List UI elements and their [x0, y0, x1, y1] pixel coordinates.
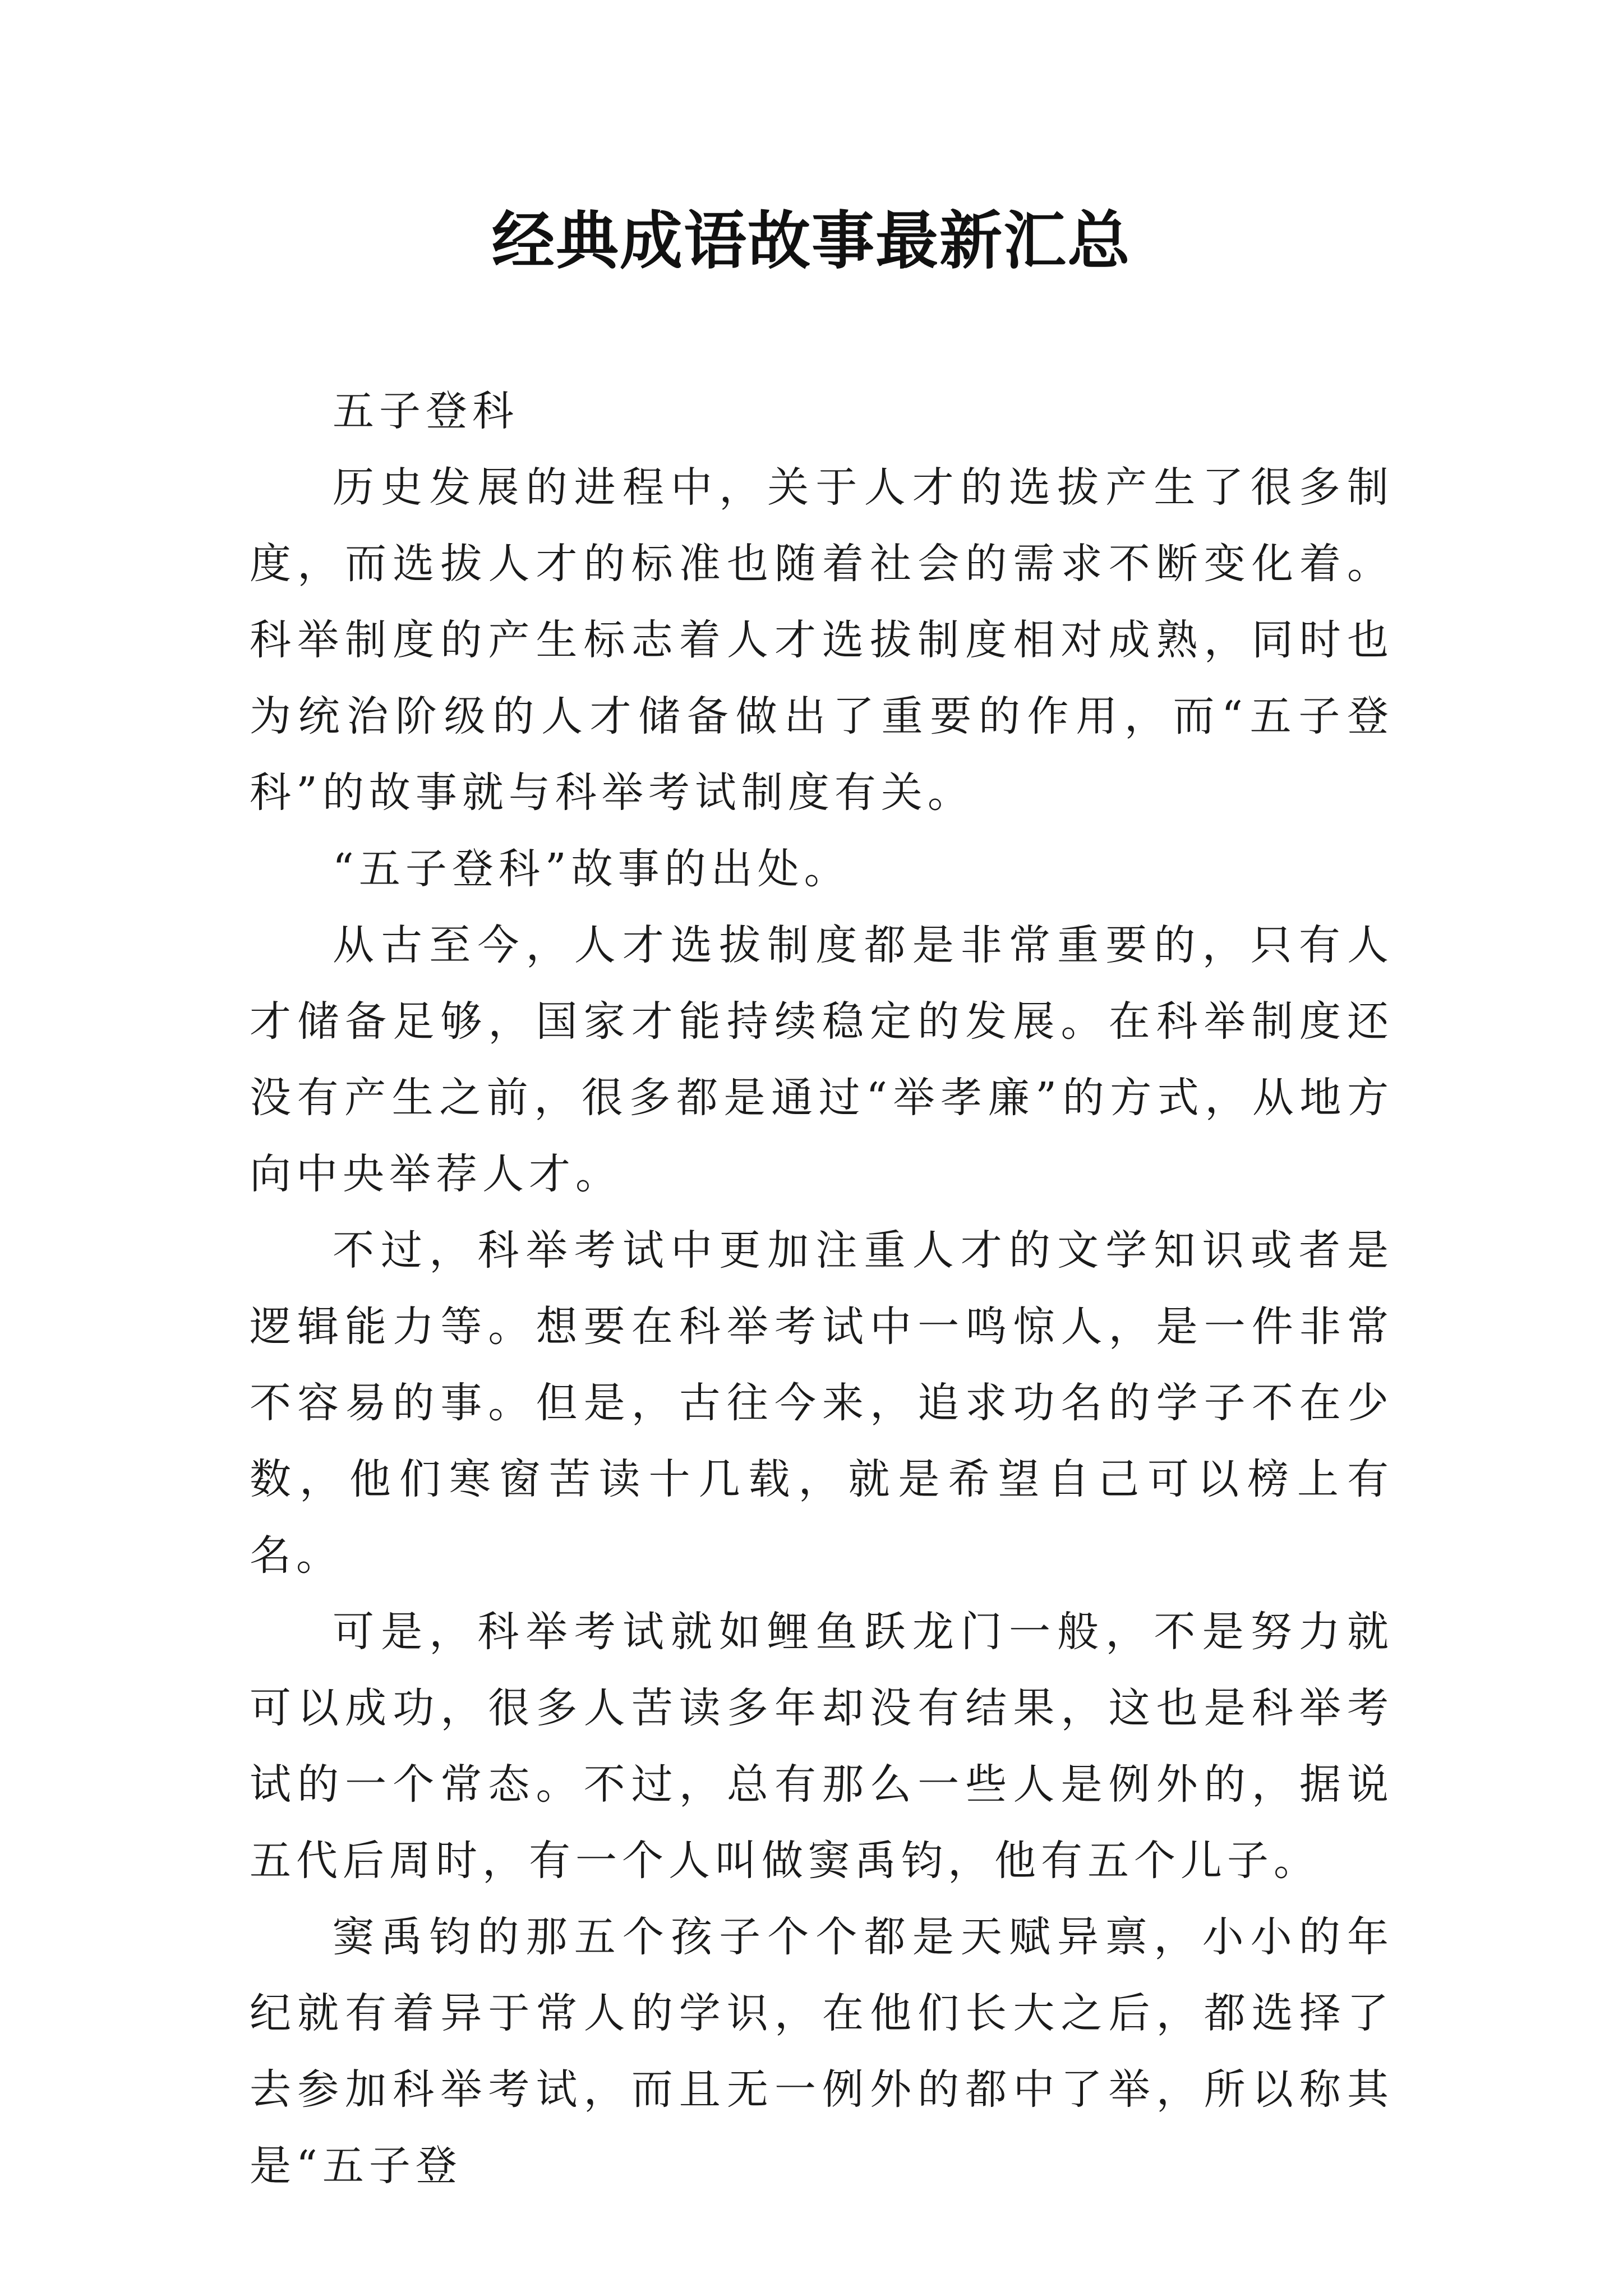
- paragraph: 历史发展的进程中，关于人才的选拔产生了很多制度，而选拔人才的标准也随着社会的需求不断变化着。科举制度的产生标志着人才选拔制度相对成熟，同时也为统治阶级的人才储备做出了重要的作用，而“五子登科”的故事就与科举考试制度有关。: [250, 463, 1394, 817]
- paragraph: 从古至今，人才选拔制度都是非常重要的，只有人才储备足够，国家才能持续稳定的发展。在科举制度还没有产生之前，很多都是通过“举孝廉”的方式，从地方向中央举荐人才。: [250, 921, 1394, 1198]
- paragraph: “五子登科”故事的出处。: [333, 845, 851, 893]
- document-title: 经典成语故事最新汇总: [492, 204, 1131, 278]
- paragraph: 可是，科举考试就如鲤鱼跃龙门一般，不是努力就可以成功，很多人苦读多年却没有结果，这也是科举考试的一个常态。不过，总有那么一些人是例外的，据说五代后周时，有一个人叫做窦禹钧，他有五个儿子。: [250, 1608, 1394, 1885]
- document-body: [250, 373, 1394, 2204]
- paragraph: 不过，科举考试中更加注重人才的文学知识或者是逻辑能力等。想要在科举考试中一鸣惊人，是一件非常不容易的事。但是，古往今来，追求功名的学子不在少数，他们寒窗苦读十几载，就是希望自己可以榜上有名。: [250, 1226, 1394, 1580]
- paragraph: 窦禹钧的那五个孩子个个都是天赋异禀，小小的年纪就有着异于常人的学识，在他们长大之后，都选择了去参加科举考试，而且无一例外的都中了举，所以称其是“五子登: [250, 1913, 1394, 2190]
- section-heading: 五子登科: [333, 387, 519, 435]
